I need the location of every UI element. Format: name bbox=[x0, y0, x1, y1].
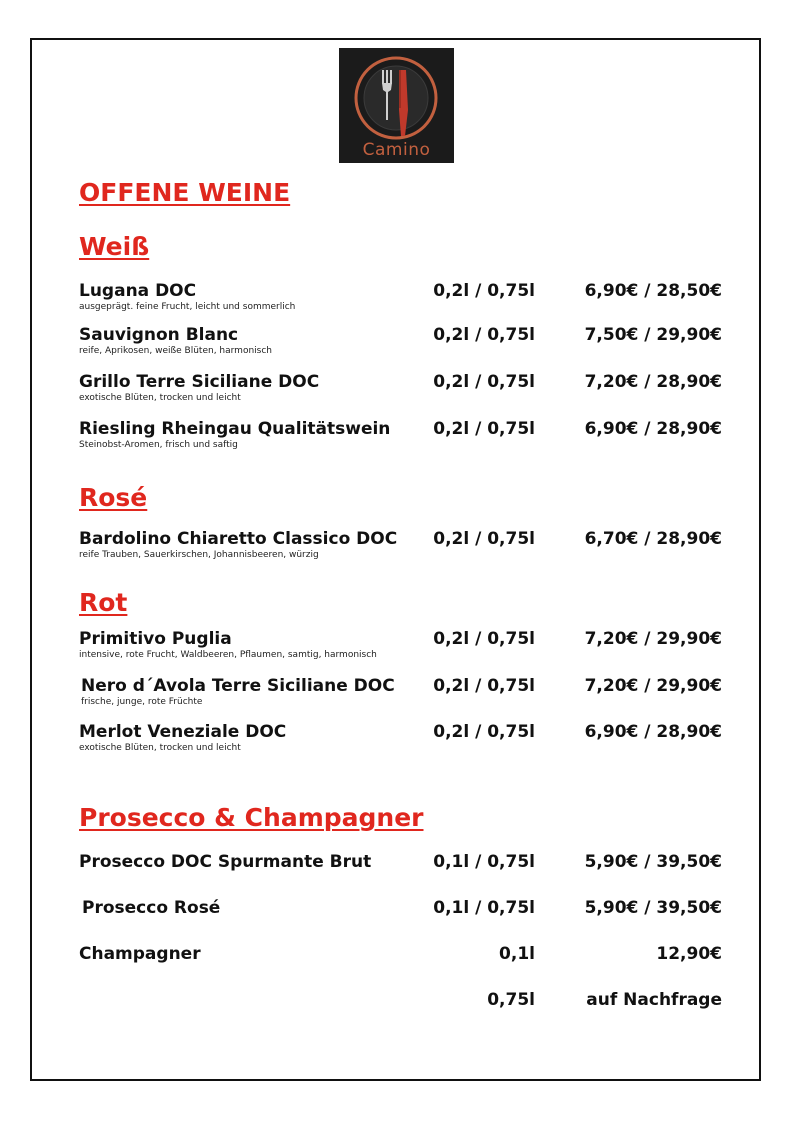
wine-volume: 0,2l / 0,75l bbox=[433, 722, 535, 742]
list-item bbox=[0, 898, 793, 938]
wine-volume: 0,2l / 0,75l bbox=[433, 325, 535, 345]
wine-volume: 0,2l / 0,75l bbox=[433, 419, 535, 439]
wine-name: Nero d´Avola Terre Siciliane DOC bbox=[81, 676, 395, 696]
wine-price: 12,90€ bbox=[656, 944, 722, 964]
wine-name: Bardolino Chiaretto Classico DOC bbox=[79, 529, 398, 549]
wine-volume: 0,1l / 0,75l bbox=[433, 898, 535, 918]
wine-name: Lugana DOC bbox=[79, 281, 197, 301]
wine-volume: 0,2l / 0,75l bbox=[433, 281, 535, 301]
wine-name: Riesling Rheingau Qualitätswein bbox=[79, 419, 391, 439]
list-item bbox=[0, 372, 793, 412]
wine-volume: 0,2l / 0,75l bbox=[433, 676, 535, 696]
wine-name: Primitivo Puglia bbox=[79, 629, 232, 649]
list-item bbox=[0, 852, 793, 892]
section-heading-prosecco: Prosecco & Champagner bbox=[79, 803, 424, 832]
wine-name: Merlot Veneziale DOC bbox=[79, 722, 287, 742]
list-item bbox=[0, 676, 793, 716]
list-item bbox=[0, 325, 793, 365]
list-item bbox=[0, 529, 793, 569]
wine-volume: 0,75l bbox=[487, 990, 535, 1010]
wine-description: intensive, rote Frucht, Waldbeeren, Pflaumen, samtig, harmonisch bbox=[79, 650, 377, 660]
wine-name: Sauvignon Blanc bbox=[79, 325, 239, 345]
wine-price: 5,90€ / 39,50€ bbox=[584, 898, 722, 918]
list-item bbox=[0, 722, 793, 762]
wine-price: 5,90€ / 39,50€ bbox=[584, 852, 722, 872]
wine-description: exotische Blüten, trocken und leicht bbox=[79, 743, 241, 753]
list-item bbox=[0, 419, 793, 459]
wine-description: ausgeprägt. feine Frucht, leicht und sommerlich bbox=[79, 302, 296, 312]
wine-price: 6,70€ / 28,90€ bbox=[584, 529, 722, 549]
wine-name: Prosecco DOC Spurmante Brut bbox=[79, 852, 372, 872]
wine-description: reife Trauben, Sauerkirschen, Johannisbeeren, würzig bbox=[79, 550, 319, 560]
wine-description: Steinobst-Aromen, frisch und saftig bbox=[79, 440, 238, 450]
wine-price: 6,90€ / 28,90€ bbox=[584, 722, 722, 742]
wine-volume: 0,2l / 0,75l bbox=[433, 372, 535, 392]
list-item bbox=[0, 281, 793, 321]
wine-volume: 0,2l / 0,75l bbox=[433, 629, 535, 649]
camino-logo bbox=[339, 48, 454, 163]
section-heading-weiss: Weiß bbox=[79, 232, 150, 261]
wine-name: Prosecco Rosé bbox=[82, 898, 221, 918]
list-item bbox=[0, 944, 793, 984]
logo-wordmark: Camino bbox=[362, 140, 431, 160]
list-item bbox=[0, 990, 793, 1030]
wine-price: 7,20€ / 29,90€ bbox=[584, 629, 722, 649]
page-title: OFFENE WEINE bbox=[79, 178, 291, 207]
wine-name: Grillo Terre Siciliane DOC bbox=[79, 372, 320, 392]
wine-price: auf Nachfrage bbox=[586, 990, 722, 1010]
wine-description: frische, junge, rote Früchte bbox=[81, 697, 203, 707]
wine-price: 7,20€ / 28,90€ bbox=[584, 372, 722, 392]
wine-description: reife, Aprikosen, weiße Blüten, harmonisch bbox=[79, 346, 273, 356]
section-heading-rose: Rosé bbox=[79, 483, 148, 512]
wine-price: 6,90€ / 28,50€ bbox=[584, 281, 722, 301]
wine-price: 7,20€ / 29,90€ bbox=[584, 676, 722, 696]
wine-name: Champagner bbox=[79, 944, 201, 964]
wine-volume: 0,2l / 0,75l bbox=[433, 529, 535, 549]
wine-description: exotische Blüten, trocken und leicht bbox=[79, 393, 241, 403]
wine-price: 6,90€ / 28,90€ bbox=[584, 419, 722, 439]
wine-price: 7,50€ / 29,90€ bbox=[584, 325, 722, 345]
list-item bbox=[0, 629, 793, 669]
wine-volume: 0,1l / 0,75l bbox=[433, 852, 535, 872]
section-heading-rot: Rot bbox=[79, 588, 128, 617]
wine-volume: 0,1l bbox=[499, 944, 535, 964]
